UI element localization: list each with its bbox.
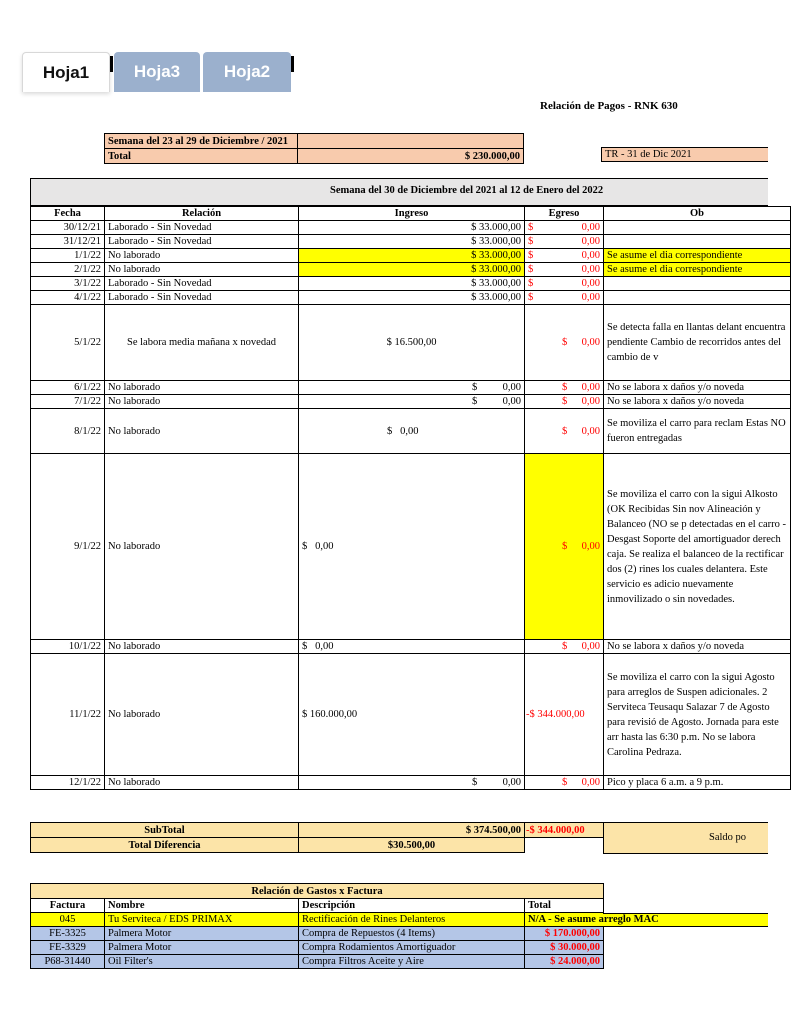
row-egreso: 0,00 (581, 641, 600, 652)
row-ingreso: 0,00 (315, 541, 334, 552)
row-egreso: 0,00 (581, 250, 600, 261)
row-egreso-sym: $ (562, 396, 568, 407)
col-egreso: Egreso (525, 207, 604, 221)
tab-hoja1[interactable]: Hoja1 (22, 52, 110, 92)
table-row (31, 381, 791, 395)
row-obs: Pico y placa 6 a.m. a 9 p.m. (604, 776, 791, 790)
row-obs: No se labora x daños y/o noveda (604, 395, 791, 409)
row-relacion: Se labora media mañana x novedad (105, 305, 299, 381)
row-ingreso: $ 33.000,00 (299, 221, 525, 235)
table-row (31, 776, 791, 790)
row-egreso: 0,00 (581, 236, 600, 247)
row-egreso-sym: $ (528, 278, 534, 289)
table-row (31, 941, 604, 955)
table-row (31, 235, 791, 249)
row-egreso-sym: $ (528, 292, 534, 303)
prev-week-empty (298, 134, 524, 149)
row-fecha: 4/1/22 (31, 291, 105, 305)
subtotal-ingreso: $ 374.500,00 (299, 823, 525, 838)
row-obs: Se detecta falla en llantas delant encuentra pendiente Cambio de recorridos antes del cambio de v (604, 305, 791, 381)
row-fecha: 11/1/22 (31, 654, 105, 776)
row-egreso-sym: $ (562, 541, 568, 552)
table-row (31, 263, 791, 277)
table-row (31, 640, 791, 654)
row-obs: Se moviliza el carro con la sigui Alkosto (OK Recibidas Sin nov Alineación y Balanceo (NO se p detectadas en el carro - Desgast Soporte del amortiguador derech caja. Se realiza el balanceo de la rectificar dos (2) rines los cuales delantera. Este servicio es adicio nuevamente inmovilizado o sin novedades. (604, 454, 791, 640)
row-relacion: Laborado - Sin Novedad (105, 221, 299, 235)
row-ingreso: $ 16.500,00 (299, 305, 525, 381)
subtotal-egreso: -$ 344.000,00 (525, 823, 604, 838)
row-egreso: 0,00 (581, 777, 600, 788)
row-obs: No se labora x daños y/o noveda (604, 640, 791, 654)
row-obs: Se moviliza el carro para reclam Estas NO fueron entregadas (604, 409, 791, 454)
total-value: $ 230.000,00 (298, 149, 524, 164)
table-row (31, 249, 791, 263)
tab-hoja3[interactable]: Hoja3 (114, 52, 200, 92)
subtotal-label: SubTotal (31, 823, 299, 838)
gasto-descripcion: Compra Rodamientos Amortiguador (299, 941, 525, 955)
gasto-factura: P68-31440 (31, 955, 105, 969)
row-relacion: No laborado (105, 409, 299, 454)
row-obs (604, 277, 791, 291)
table-row (31, 395, 791, 409)
diferencia-label: Total Diferencia (31, 838, 299, 853)
gastos-col-factura: Factura (31, 899, 105, 913)
row-egreso: 0,00 (581, 278, 600, 289)
row-obs: No se labora x daños y/o noveda (604, 381, 791, 395)
gastos-col-total: Total (525, 899, 604, 913)
row-ingreso-sym: $ (472, 777, 478, 788)
col-fecha: Fecha (31, 207, 105, 221)
row-ingreso: 0,00 (502, 777, 521, 788)
gasto-nombre: Palmera Motor (105, 927, 299, 941)
row-egreso: 0,00 (581, 264, 600, 275)
gasto-factura: FE-3325 (31, 927, 105, 941)
row-egreso-sym: $ (528, 250, 534, 261)
row-ingreso: 0,00 (502, 396, 521, 407)
table-row (31, 409, 791, 454)
tab-separator (291, 56, 294, 72)
row-ingreso: $ 33.000,00 (299, 235, 525, 249)
row-obs (604, 291, 791, 305)
row-relacion: No laborado (105, 381, 299, 395)
row-ingreso: $ 33.000,00 (299, 263, 525, 277)
row-egreso: -$ 344.000,00 (525, 654, 604, 776)
row-ingreso-sym: $ (472, 396, 478, 407)
gastos-col-descripcion: Descripción (299, 899, 525, 913)
gasto-nombre: Oil Filter's (105, 955, 299, 969)
row-ingreso-sym: $ (302, 541, 308, 552)
row-egreso: 0,00 (581, 222, 600, 233)
gasto-descripcion: Compra de Repuestos (4 Items) (299, 927, 525, 941)
page-title: Relación de Pagos - RNK 630 (540, 100, 678, 112)
gastos-table (30, 883, 659, 969)
row-ingreso: $ 33.000,00 (299, 249, 525, 263)
row-fecha: 9/1/22 (31, 454, 105, 640)
row-fecha: 2/1/22 (31, 263, 105, 277)
row-relacion: No laborado (105, 454, 299, 640)
prev-week-table (104, 133, 524, 164)
row-fecha: 12/1/22 (31, 776, 105, 790)
row-relacion: Laborado - Sin Novedad (105, 235, 299, 249)
row-relacion: No laborado (105, 776, 299, 790)
saldo-cell: Saldo po (603, 822, 768, 854)
gasto-factura: 045 (31, 913, 105, 927)
row-obs (604, 221, 791, 235)
row-ingreso-sym: $ (387, 425, 393, 437)
row-fecha: 7/1/22 (31, 395, 105, 409)
gasto-total: $ 24.000,00 (525, 955, 604, 969)
row-ingreso: 0,00 (400, 425, 419, 437)
gasto-total: N/A - Se asume arreglo MAC (528, 914, 659, 925)
week-title: Semana del 30 de Diciembre del 2021 al 12 de Enero del 2022 (330, 185, 604, 196)
row-egreso-sym: $ (562, 337, 568, 348)
row-fecha: 3/1/22 (31, 277, 105, 291)
row-egreso: 0,00 (581, 382, 600, 393)
row-egreso-sym: $ (562, 641, 568, 652)
row-obs (604, 235, 791, 249)
row-ingreso: $ 33.000,00 (299, 291, 525, 305)
row-ingreso: 0,00 (502, 382, 521, 393)
tr-cell: TR - 31 de Dic 2021 (601, 147, 768, 162)
row-egreso-sym: $ (562, 425, 568, 437)
row-ingreso-sym: $ (302, 641, 308, 652)
gasto-descripcion: Compra Filtros Aceite y Aire (299, 955, 525, 969)
gastos-col-nombre: Nombre (105, 899, 299, 913)
gasto-descripcion: Rectificación de Rines Delanteros (299, 913, 525, 927)
tab-separator (110, 56, 113, 72)
table-row (31, 927, 604, 941)
table-row (31, 454, 791, 640)
row-relacion: No laborado (105, 640, 299, 654)
row-egreso: 0,00 (581, 337, 600, 348)
gasto-total: $ 30.000,00 (525, 941, 604, 955)
row-egreso-sym: $ (562, 777, 568, 788)
week-table (30, 206, 791, 790)
row-obs: Se asume el dia correspondiente (604, 263, 791, 277)
row-relacion: No laborado (105, 654, 299, 776)
gasto-total: $ 170.000,00 (525, 927, 604, 941)
row-ingreso: $ 33.000,00 (299, 277, 525, 291)
col-ingreso: Ingreso (299, 207, 525, 221)
tab-hoja2[interactable]: Hoja2 (203, 52, 291, 92)
row-relacion: No laborado (105, 249, 299, 263)
row-egreso: 0,00 (581, 541, 600, 552)
table-row (31, 291, 791, 305)
row-ingreso: $ 160.000,00 (299, 654, 525, 776)
subtotal-table (30, 822, 604, 853)
col-observacion: Ob (604, 207, 791, 221)
row-fecha: 8/1/22 (31, 409, 105, 454)
row-egreso-sym: $ (528, 264, 534, 275)
row-egreso: 0,00 (581, 292, 600, 303)
total-label: Total (105, 149, 298, 164)
row-relacion: Laborado - Sin Novedad (105, 291, 299, 305)
prev-week-label: Semana del 23 al 29 de Diciembre / 2021 (105, 134, 298, 149)
row-relacion: No laborado (105, 263, 299, 277)
table-row (31, 277, 791, 291)
row-fecha: 10/1/22 (31, 640, 105, 654)
row-fecha: 30/12/21 (31, 221, 105, 235)
row-egreso-sym: $ (562, 382, 568, 393)
row-fecha: 5/1/22 (31, 305, 105, 381)
row-fecha: 31/12/21 (31, 235, 105, 249)
row-obs: Se asume el dia correspondiente (604, 249, 791, 263)
gasto-nombre: Palmera Motor (105, 941, 299, 955)
row-ingreso-sym: $ (472, 382, 478, 393)
diferencia-value: $30.500,00 (299, 838, 525, 853)
gastos-title: Relación de Gastos x Factura (31, 884, 604, 899)
row-obs: Se moviliza el carro con la sigui Agosto para arreglos de Suspen adicionales. 2 Serviteca Teusaqu Salazar 7 de Agosto para revisió de Agosto. Jornada para este arr hasta las 6:30 p.m. No se labora Carolina Pedraza. (604, 654, 791, 776)
row-ingreso: 0,00 (315, 641, 334, 652)
gasto-factura: FE-3329 (31, 941, 105, 955)
table-row (31, 305, 791, 381)
row-egreso: 0,00 (581, 396, 600, 407)
row-fecha: 6/1/22 (31, 381, 105, 395)
row-egreso-sym: $ (528, 236, 534, 247)
row-relacion: No laborado (105, 395, 299, 409)
row-fecha: 1/1/22 (31, 249, 105, 263)
table-row (31, 221, 791, 235)
table-row (31, 654, 791, 776)
row-relacion: Laborado - Sin Novedad (105, 277, 299, 291)
table-row (31, 913, 604, 927)
row-egreso-sym: $ (528, 222, 534, 233)
col-relacion: Relación (105, 207, 299, 221)
row-egreso: 0,00 (581, 425, 600, 437)
table-row (31, 955, 604, 969)
gasto-nombre: Tu Serviteca / EDS PRIMAX (105, 913, 299, 927)
